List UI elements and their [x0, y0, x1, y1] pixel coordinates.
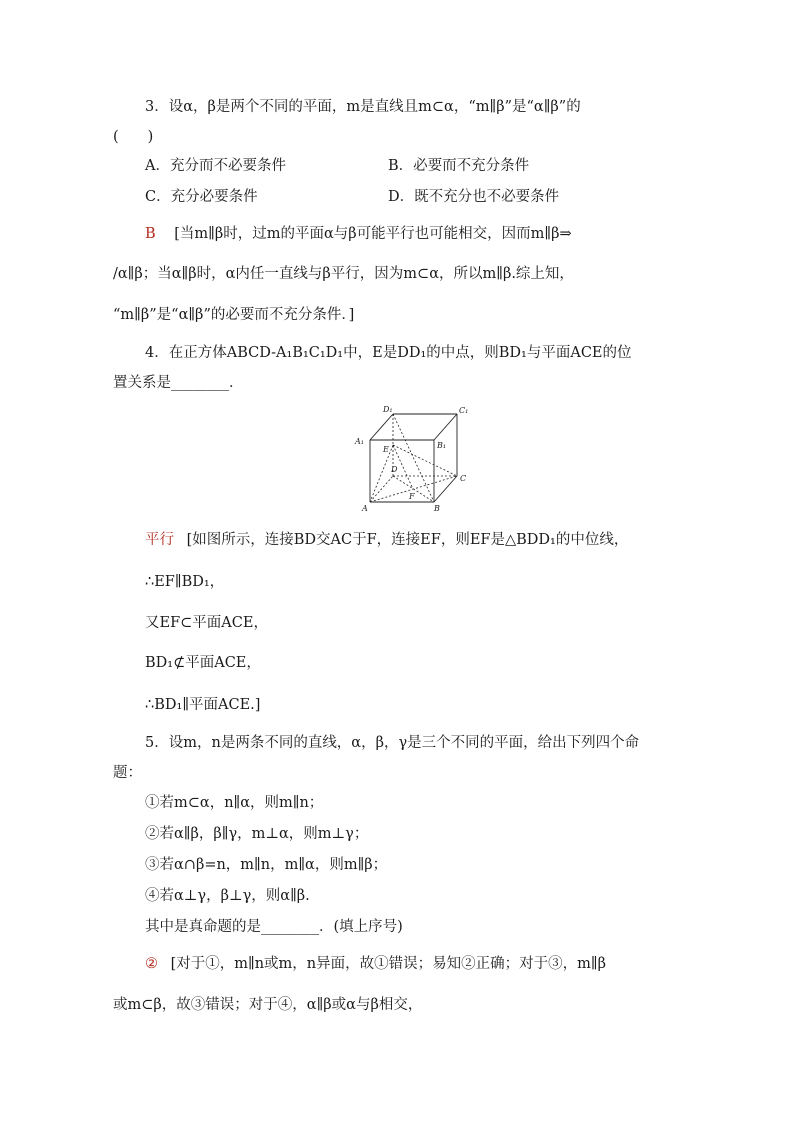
q5-stem-line-1: 5．设m，n是两条不同的直线，α，β，γ是三个不同的平面，给出下列四个命 — [145, 735, 640, 751]
label-D: D — [391, 465, 398, 474]
edge-B1C1 — [434, 414, 457, 440]
label-D1: D₁ — [383, 405, 393, 414]
q5-explanation-line-2: 或m⊂β，故③错误；对于④，α∥β或α与β相交， — [113, 997, 423, 1013]
q4-explanation-line-3: 又EF⊂平面ACE， — [145, 615, 268, 631]
q4-stem-line-2: 置关系是________． — [113, 375, 244, 391]
label-C: C — [460, 474, 467, 483]
q4-answer: 平行 — [145, 532, 174, 548]
edge-BC — [434, 476, 457, 502]
label-A1: A₁ — [355, 437, 364, 446]
q5-question: 其中是真命题的是________．(填上序号) — [145, 919, 403, 935]
q3-explanation-line-1 — [145, 224, 572, 244]
q3-option-c: C．充分必要条件 — [145, 189, 258, 205]
q4-stem-line-1: 4．在正方体ABCD-A₁B₁C₁D₁中，E是DD₁的中点，则BD₁与平面ACE的位 — [145, 345, 632, 361]
q4-explanation-line-5: ∴BD₁∥平面ACE.] — [145, 697, 261, 713]
label-B: B — [434, 504, 440, 513]
q4-explanation-text-1: [如图所示，连接BD交AC于F，连接EF，则EF是△BDD₁的中位线， — [186, 532, 629, 548]
q4-explanation-line-1 — [145, 530, 628, 550]
q3-stem-line-1: 3．设α，β是两个不同的平面，m是直线且m⊂α，“m∥β”是“α∥β”的 — [145, 99, 581, 115]
label-A: A — [362, 504, 368, 513]
q5-explanation-line-1 — [145, 954, 606, 974]
q5-stem-line-2: 题： — [113, 765, 142, 781]
q5-proposition-1: ①若m⊂α，n∥α，则m∥n； — [145, 795, 324, 811]
label-F: F — [409, 492, 415, 501]
q4-explanation-line-2: ∴EF∥BD₁， — [145, 574, 225, 590]
q5-explanation-text-1: [对于①，m∥n或m，n异面，故①错误；易知②正确；对于③，m∥β — [170, 956, 606, 972]
q4-explanation-line-4: BD₁⊄平面ACE， — [145, 655, 261, 671]
q5-proposition-3: ③若α∩β=n，m∥n，m∥α，则m∥β； — [145, 857, 388, 873]
label-C1: C₁ — [459, 406, 469, 415]
q3-option-d: D．既不充分也不必要条件 — [388, 189, 560, 205]
cube-figure — [350, 404, 480, 514]
label-B1: B₁ — [437, 441, 447, 450]
edge-AD — [370, 476, 393, 502]
q5-proposition-2: ②若α∥β，β∥γ，m⊥α，则m⊥γ； — [145, 826, 369, 842]
q3-stem-line-2: ( ) — [113, 129, 154, 145]
q5-proposition-4: ④若α⊥γ，β⊥γ，则α∥β. — [145, 888, 310, 904]
q3-option-b: B．必要而不充分条件 — [388, 158, 530, 174]
q3-explanation-line-3: “m∥β”是“α∥β”的必要而不充分条件．] — [113, 307, 355, 323]
q3-explanation-text-1: [当m∥β时，过m的平面α与β可能平行也可能相交，因而m∥β⇒ — [174, 226, 572, 242]
segment-EC — [393, 445, 457, 476]
q3-option-a: A．充分而不必要条件 — [145, 158, 286, 174]
edge-A1D1 — [370, 414, 393, 440]
q5-answer: ② — [145, 956, 158, 972]
q3-explanation-line-2: /α∥β；当α∥β时，α内任一直线与β平行，因为m⊂α，所以m∥β.综上知， — [113, 266, 574, 282]
segment-EA — [370, 445, 393, 502]
q3-answer: B — [145, 226, 156, 242]
label-E: E — [383, 445, 389, 454]
